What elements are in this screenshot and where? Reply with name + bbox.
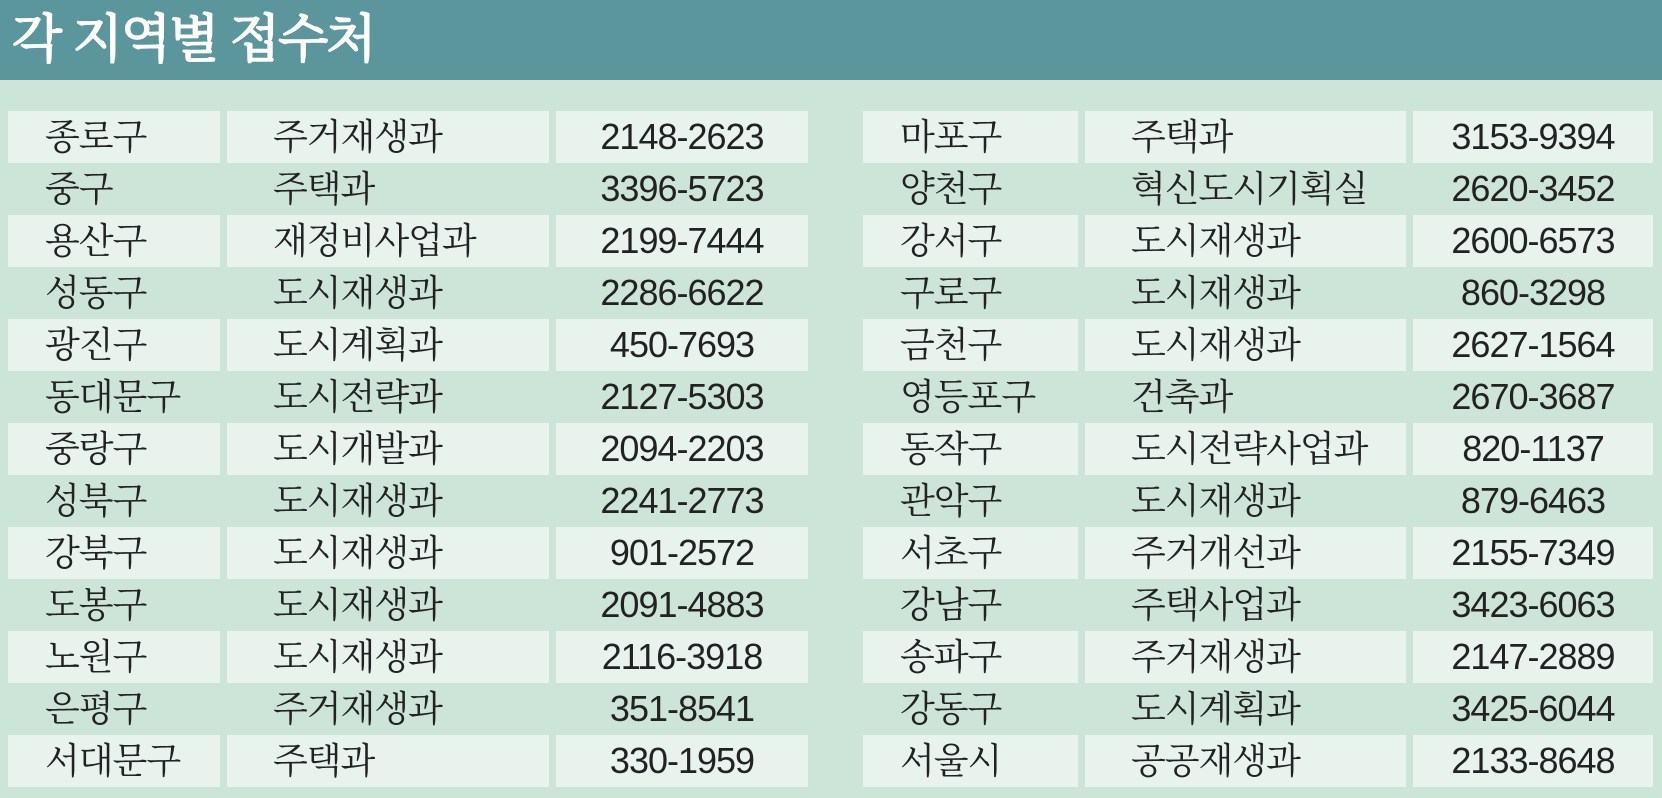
district-cell: 서초구 bbox=[863, 527, 1078, 579]
phone-cell: 3396-5723 bbox=[600, 168, 764, 209]
department-cell: 도시재생과 bbox=[273, 480, 442, 521]
phone-cell: 3425-6044 bbox=[1451, 688, 1615, 729]
district-cell: 서울시 bbox=[863, 735, 1078, 787]
table-row bbox=[863, 371, 1653, 423]
phone-cell: 901-2572 bbox=[556, 527, 808, 579]
table-row bbox=[8, 319, 808, 371]
district-cell: 동작구 bbox=[863, 423, 1078, 475]
table-row bbox=[863, 111, 1653, 163]
district-cell: 종로구 bbox=[8, 111, 220, 163]
phone-cell: 2155-7349 bbox=[1413, 527, 1653, 579]
department-cell: 도시재생과 bbox=[1085, 215, 1406, 267]
table-row bbox=[8, 683, 808, 735]
table-row bbox=[8, 735, 808, 787]
phone-cell: 450-7693 bbox=[556, 319, 808, 371]
district-cell: 영등포구 bbox=[900, 376, 1036, 417]
phone-cell: 2147-2889 bbox=[1413, 631, 1653, 683]
department-cell: 주택과 bbox=[1085, 111, 1406, 163]
department-cell: 건축과 bbox=[1131, 376, 1233, 417]
department-cell: 주거재생과 bbox=[227, 111, 549, 163]
phone-cell: 330-1959 bbox=[556, 735, 808, 787]
phone-cell: 879-6463 bbox=[1460, 480, 1606, 521]
department-cell: 도시재생과 bbox=[227, 527, 549, 579]
phone-cell: 2286-6622 bbox=[600, 272, 764, 313]
table-row bbox=[8, 215, 808, 267]
department-cell: 공공재생과 bbox=[1085, 735, 1406, 787]
phone-cell: 820-1137 bbox=[1413, 423, 1653, 475]
table-row bbox=[8, 631, 808, 683]
table-row bbox=[863, 319, 1653, 371]
phone-cell: 860-3298 bbox=[1460, 272, 1606, 313]
phone-cell: 2094-2203 bbox=[556, 423, 808, 475]
phone-cell: 2148-2623 bbox=[556, 111, 808, 163]
table-row bbox=[863, 215, 1653, 267]
department-cell: 도시재생과 bbox=[273, 272, 442, 313]
contact-tables bbox=[0, 80, 1662, 787]
district-cell: 서대문구 bbox=[8, 735, 220, 787]
table-row bbox=[863, 735, 1653, 787]
district-cell: 성북구 bbox=[45, 480, 147, 521]
table-row bbox=[863, 267, 1653, 319]
phone-cell: 351-8541 bbox=[609, 688, 755, 729]
table-row bbox=[8, 475, 808, 527]
district-cell: 중랑구 bbox=[8, 423, 220, 475]
department-cell: 주거개선과 bbox=[1085, 527, 1406, 579]
phone-cell: 2127-5303 bbox=[600, 376, 764, 417]
district-cell: 동대문구 bbox=[45, 376, 181, 417]
phone-cell: 2600-6573 bbox=[1413, 215, 1653, 267]
phone-cell: 2670-3687 bbox=[1451, 376, 1615, 417]
phone-cell: 3153-9394 bbox=[1413, 111, 1653, 163]
district-cell: 용산구 bbox=[8, 215, 220, 267]
district-cell: 강남구 bbox=[900, 584, 1002, 625]
department-cell: 도시재생과 bbox=[273, 584, 442, 625]
table-row bbox=[863, 423, 1653, 475]
district-cell: 중구 bbox=[45, 168, 113, 209]
department-cell: 도시재생과 bbox=[1085, 319, 1406, 371]
table-row bbox=[863, 579, 1653, 631]
department-cell: 도시재생과 bbox=[227, 631, 549, 683]
district-cell: 금천구 bbox=[863, 319, 1078, 371]
table-row bbox=[8, 111, 808, 163]
district-cell: 강동구 bbox=[900, 688, 1002, 729]
district-cell: 광진구 bbox=[8, 319, 220, 371]
district-cell: 양천구 bbox=[900, 168, 1002, 209]
header-bar bbox=[0, 0, 1662, 80]
table-row bbox=[863, 475, 1653, 527]
department-cell: 도시계획과 bbox=[227, 319, 549, 371]
department-cell: 도시계획과 bbox=[1131, 688, 1300, 729]
page-title: 각 지역별 접수처 bbox=[12, 11, 375, 69]
phone-cell: 2116-3918 bbox=[556, 631, 808, 683]
district-cell: 강서구 bbox=[863, 215, 1078, 267]
department-cell: 주택사업과 bbox=[1131, 584, 1300, 625]
district-cell: 성동구 bbox=[45, 272, 147, 313]
table-row bbox=[863, 527, 1653, 579]
district-cell: 구로구 bbox=[900, 272, 1002, 313]
department-cell: 도시재생과 bbox=[1131, 272, 1300, 313]
phone-cell: 3423-6063 bbox=[1451, 584, 1615, 625]
phone-cell: 2627-1564 bbox=[1413, 319, 1653, 371]
district-cell: 마포구 bbox=[863, 111, 1078, 163]
district-cell: 관악구 bbox=[900, 480, 1002, 521]
contact-table-left bbox=[8, 111, 808, 787]
phone-cell: 2091-4883 bbox=[600, 584, 764, 625]
department-cell: 재정비사업과 bbox=[227, 215, 549, 267]
department-cell: 도시개발과 bbox=[227, 423, 549, 475]
department-cell: 주택과 bbox=[273, 168, 375, 209]
table-row bbox=[8, 371, 808, 423]
district-cell: 강북구 bbox=[8, 527, 220, 579]
table-row bbox=[8, 423, 808, 475]
table-row bbox=[8, 267, 808, 319]
department-cell: 혁신도시기획실 bbox=[1131, 168, 1368, 209]
department-cell: 도시전략사업과 bbox=[1085, 423, 1406, 475]
table-row bbox=[8, 527, 808, 579]
district-cell: 송파구 bbox=[863, 631, 1078, 683]
district-cell: 은평구 bbox=[45, 688, 147, 729]
phone-cell: 2620-3452 bbox=[1451, 168, 1615, 209]
table-row bbox=[863, 631, 1653, 683]
contact-table-right bbox=[863, 111, 1653, 787]
phone-cell: 2199-7444 bbox=[556, 215, 808, 267]
table-row bbox=[863, 683, 1653, 735]
table-row bbox=[8, 163, 808, 215]
phone-cell: 2241-2773 bbox=[600, 480, 764, 521]
table-row bbox=[8, 579, 808, 631]
district-cell: 노원구 bbox=[8, 631, 220, 683]
department-cell: 주거재생과 bbox=[273, 688, 442, 729]
phone-cell: 2133-8648 bbox=[1413, 735, 1653, 787]
table-row bbox=[863, 163, 1653, 215]
department-cell: 주택과 bbox=[227, 735, 549, 787]
department-cell: 도시전략과 bbox=[273, 376, 442, 417]
department-cell: 도시재생과 bbox=[1131, 480, 1300, 521]
department-cell: 주거재생과 bbox=[1085, 631, 1406, 683]
district-cell: 도봉구 bbox=[45, 584, 147, 625]
